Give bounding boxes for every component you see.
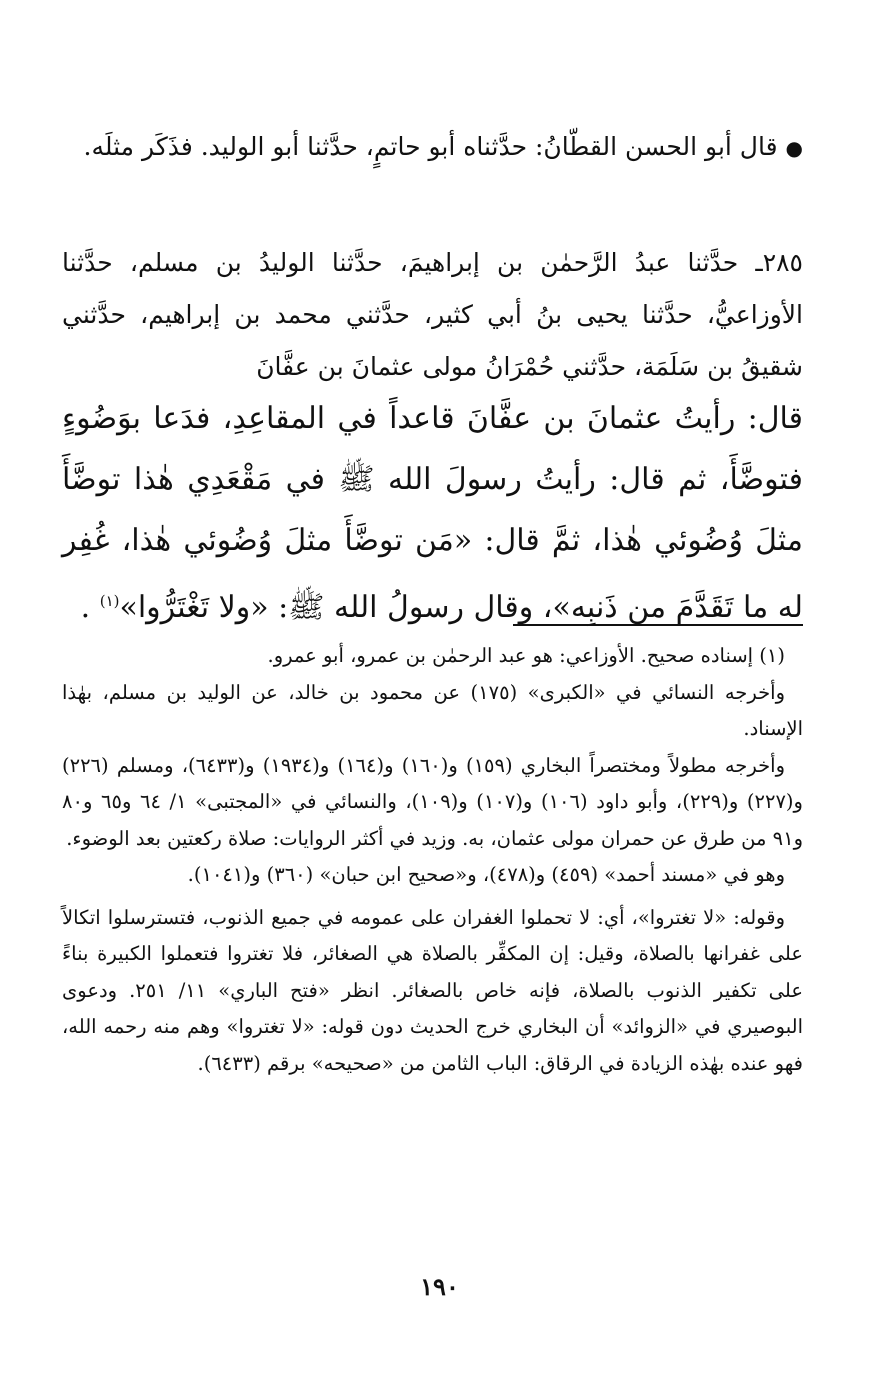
bullet-icon: ●	[785, 136, 803, 160]
footnote-paragraph: (١) إسناده صحيح. الأوزاعي: هو عبد الرحمٰن بن عمرو، أبو عمرو.	[267, 644, 785, 667]
page-number: ١٩٠	[420, 1272, 459, 1301]
footnote-paragraph: وأخرجه مطولاً ومختصراً البخاري (١٥٩) و(١٦٠) و(١٦٤) و(١٩٣٤) و(٦٤٣٣)، ومسلم (٢٢٦) و(٢٢٧) و(٢٢٩)، وأبو داود (١٠٦) و(١٠٧) و(١٠٩)، والنسائي في «المجتبى» ١/ ٦٤ و٦٥ و٨٠ و٩١ من طرق عن حمران مولى عثمان، به. وزيد في أكثر الروايات: صلاة ركعتين بعد الوضوء.	[62, 753, 803, 850]
narration-text: قال أبو الحسن القطّانُ: حدَّثناه أبو حاتمٍ، حدَّثنا أبو الوليد. فذَكَر مثلَه.	[83, 132, 778, 161]
footnote-paragraph: وهو في «مسند أحمد» (٤٥٩) و(٤٧٨)، و«صحيح ابن حبان» (٣٦٠) و(١٠٤١).	[187, 863, 785, 886]
isnad-text: ٢٨٥ـ حدَّثنا عبدُ الرَّحمٰن بن إبراهيمَ، حدَّثنا الوليدُ بن مسلم، حدَّثنا الأوزاعيُّ، حدَّثنا يحيى بنُ أبي كثير، حدَّثني محمد بن إبراهيم، حدَّثني شقيقُ بن سَلَمَة، حدَّثني حُمْرَانُ مولى عثمانَ بن عفَّانَ	[62, 248, 803, 381]
hadith-isnad	[62, 237, 803, 393]
footnote-paragraph: وأخرجه النسائي في «الكبرى» (١٧٥) عن محمود بن خالد، عن الوليد بن مسلم، بهٰذا الإسناد.	[62, 680, 803, 740]
footnotes	[62, 638, 803, 1082]
footnote-marker[interactable]: (١)	[99, 592, 120, 610]
narration-paragraph	[62, 120, 803, 175]
footnote-paragraph: وقوله: «لا تغتروا»، أي: لا تحملوا الغفران على عمومه في جميع الذنوب، فتسترسلوا اتكالاً على غفرانها بالصلاة، وقيل: إن المكفِّر بالصلاة هي الصغائر، فلا تغتروا فتعملوا الكبيرة بناءً على تكفير الذنوب بالصلاة، فإنه خاص بالصغائر. انظر «فتح الباري» ١١/ ٢٥١. ودعوى البوصيري في «الزوائد» أن البخاري خرج الحديث دون قوله: «لا تغتروا» وهم منه رحمه الله، فهو عنده بهٰذه الزيادة في الرقاق: الباب الثامن من «صحيحه» برقم (٦٤٣٣).	[62, 905, 803, 1075]
matn-end: .	[80, 590, 91, 625]
matn-text: قال: رأيتُ عثمانَ بن عفَّانَ قاعداً في المقاعِدِ، فدَعا بوَضُوءٍ فتوضَّأَ، ثم قال: رأيتُ رسولَ الله ﷺ في مَقْعَدِي هٰذا توضَّأَ مثلَ وُضُوئي هٰذا، ثمَّ قال: «مَن توضَّأَ مثلَ وُضُوئي هٰذا، غُفِر له ما تَقَدَّمَ من ذَنبِه»، وقال رسولُ الله ﷺ: «ولا تَغْتَرُّوا»	[62, 401, 803, 625]
hadith-matn	[62, 388, 803, 638]
footnote-separator	[513, 624, 803, 626]
